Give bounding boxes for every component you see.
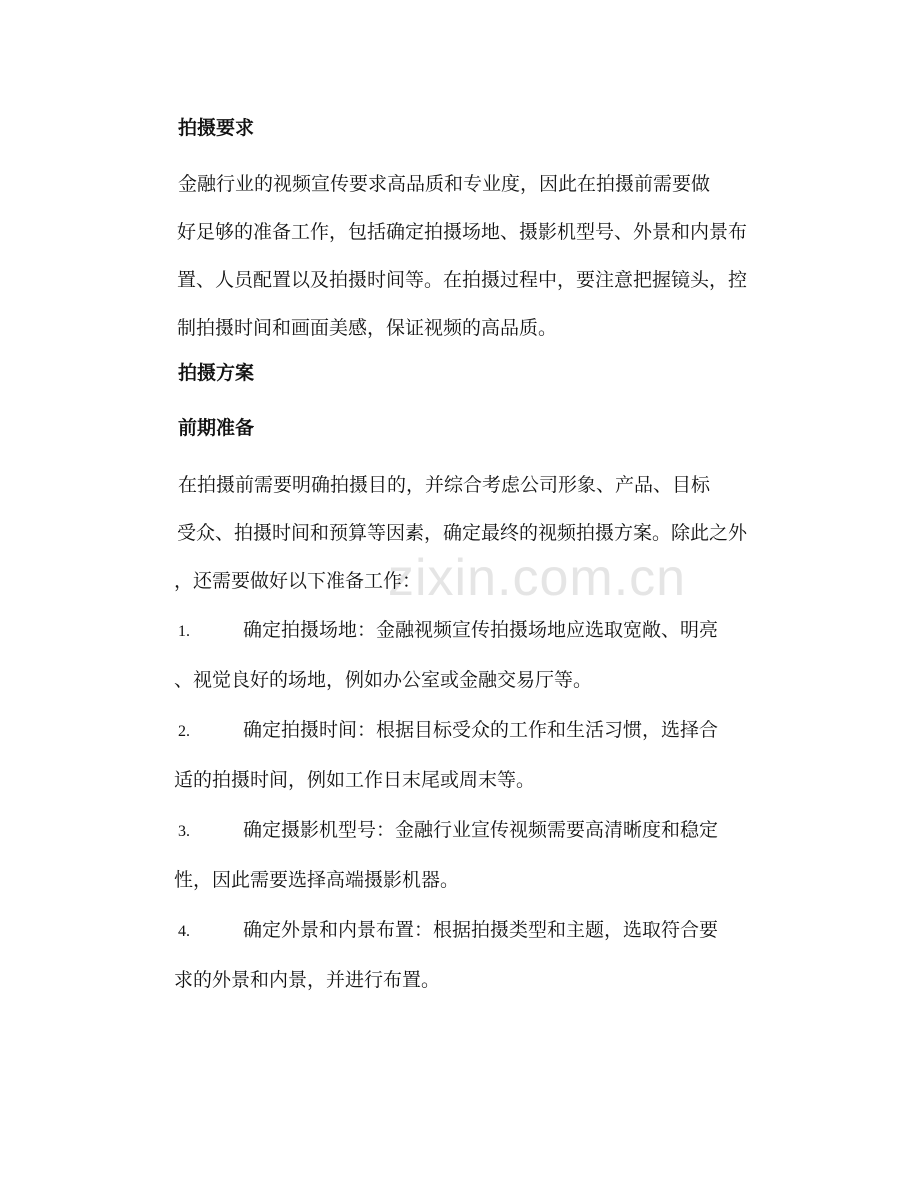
heading-shooting-requirements: 拍摄要求 <box>178 117 255 139</box>
list-item <box>174 806 778 904</box>
list-item-first-line <box>178 706 778 756</box>
list-item-second-line: 、视觉良好的场地，例如办公室或金融交易厅等。 <box>174 669 593 691</box>
list-item-first-line <box>178 606 778 656</box>
list-item <box>174 906 778 1004</box>
list-number: 3. <box>178 823 190 840</box>
heading-shooting-plan: 拍摄方案 <box>178 362 255 384</box>
paragraph-line: ，还需要做好以下准备工作： <box>174 570 422 592</box>
list-number: 1. <box>178 623 190 640</box>
list-text: 确定拍摄场地：金融视频宣传拍摄场地应选取宽敞、明亮 <box>243 619 719 641</box>
list-item-second-line: 性，因此需要选择高端摄影机器。 <box>174 869 460 891</box>
paragraph-line: 在拍摄前需要明确拍摄目的，并综合考虑公司形象、产品、目标 <box>178 474 711 496</box>
list-text: 确定拍摄时间：根据目标受众的工作和生活习惯，选择合 <box>243 719 719 741</box>
watermark: zixin.com.cn <box>388 549 687 607</box>
paragraph-line: 好足够的准备工作，包括确定拍摄场地、摄影机型号、外景和内景布 <box>177 221 748 243</box>
paragraph-line: 制拍摄时间和画面美感，保证视频的高品质。 <box>177 317 558 339</box>
paragraph-line: 受众、拍摄时间和预算等因素，确定最终的视频拍摄方案。除此之外 <box>177 522 748 544</box>
list-item <box>174 606 778 704</box>
paragraph-line: 置、人员配置以及拍摄时间等。在拍摄过程中，要注意把握镜头，控 <box>177 269 748 291</box>
list-item-second-line: 适的拍摄时间，例如工作日末尾或周末等。 <box>174 769 536 791</box>
list-number: 2. <box>178 723 190 740</box>
paragraph-shooting-requirements <box>178 160 778 352</box>
list-text: 确定外景和内景布置：根据拍摄类型和主题，选取符合要 <box>243 919 719 941</box>
paragraph-line: 金融行业的视频宣传要求高品质和专业度，因此在拍摄前需要做 <box>178 173 711 195</box>
list-item-first-line <box>178 806 778 856</box>
list-number: 4. <box>178 923 190 940</box>
heading-preparation: 前期准备 <box>178 417 255 439</box>
paragraph-preparation <box>174 461 778 605</box>
list-item-second-line: 求的外景和内景，并进行布置。 <box>174 969 441 991</box>
list-item-first-line <box>178 906 778 956</box>
list-item <box>174 706 778 804</box>
list-text: 确定摄影机型号：金融行业宣传视频需要高清晰度和稳定 <box>243 819 719 841</box>
